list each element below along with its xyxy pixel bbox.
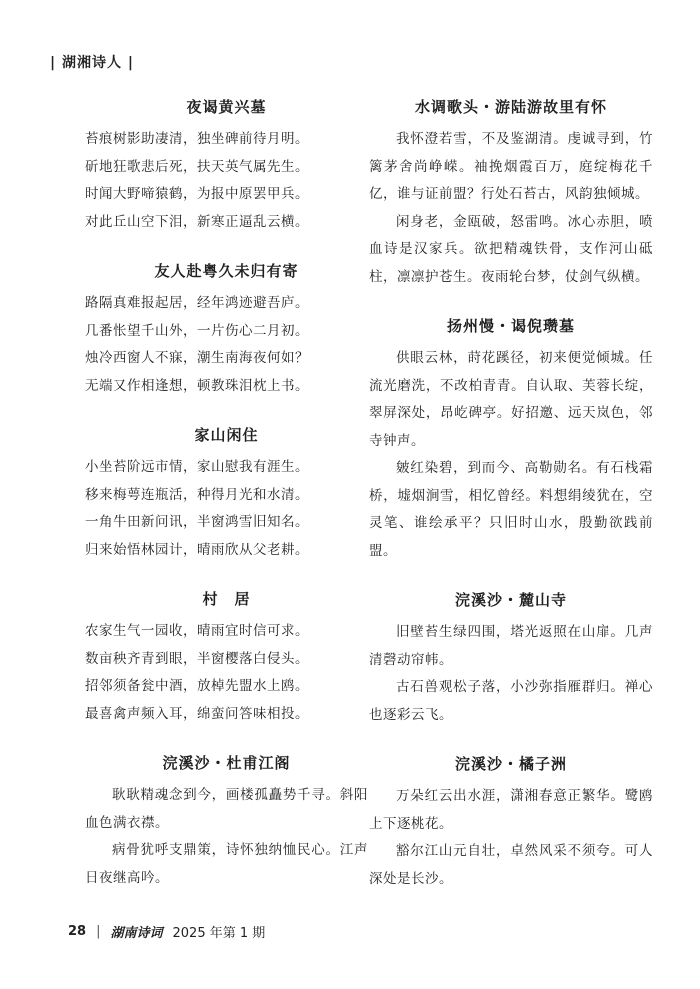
poem-line: 归来始悟林园计，晴雨欣从父老耕。 <box>85 541 309 558</box>
poem-line: 路隔真难报起居，经年鸿迹避吾庐。 <box>85 295 309 311</box>
poem <box>369 587 653 729</box>
poem-title: 村 居 <box>202 590 251 608</box>
poem-line: 一角牛田新问讯，半窗鸿雪旧知名。 <box>85 514 309 530</box>
page-footer <box>68 922 265 941</box>
poem-line: 数亩秧齐青到眼，半窗樱落白侵头。 <box>85 650 309 667</box>
poem-paragraph: 古石兽观松子落，小沙弥指雁群归。禅心也逐彩云飞。 <box>369 679 653 723</box>
poem-title: 扬州慢・谒倪瓒墓 <box>446 317 575 335</box>
poem-title: 夜谒黄兴墓 <box>186 98 267 116</box>
poem-paragraph: 皴红染碧，到而今、高勒勋名。有石栈霜桥，墟烟涧雪，相忆曾经。料想绢绫犹在，空灵笔、谁绘承平？只旧时山水，殷勤欲践前盟。 <box>369 460 653 559</box>
poem <box>85 586 368 728</box>
issue-label: 2025 年第 1 期 <box>172 926 266 941</box>
left-column <box>85 94 368 914</box>
poem-line: 小坐苔阶远市情，家山慰我有涯生。 <box>85 459 309 475</box>
poem <box>85 258 368 400</box>
poem <box>369 751 653 893</box>
poem-line: 几番怅望千山外，一片伤心二月初。 <box>85 322 309 339</box>
poem-title: 浣溪沙・橘子洲 <box>454 755 567 773</box>
poem-line: 招邻须备瓮中酒，放棹先盟水上鸥。 <box>85 678 309 694</box>
poem-title: 浣溪沙・杜甫江阁 <box>162 754 291 772</box>
right-column <box>369 94 653 915</box>
poem-paragraph: 万朵红云出水涯，潇湘春意正繁华。鹭鸥上下逐桃花。 <box>369 788 653 832</box>
poem-line: 最喜禽声频入耳，绵蛮问答味相投。 <box>85 705 309 722</box>
poem-title: 友人赴粤久未归有寄 <box>154 262 299 280</box>
poem-paragraph: 旧壁苔生绿四围，塔光返照在山扉。几声清磬动帘帏。 <box>369 624 653 668</box>
poem-line: 对此丘山空下泪，新寒正逼乱云横。 <box>85 213 309 230</box>
poem-paragraph: 豁尔江山元自壮，卓然风采不须夸。可人深处是长沙。 <box>369 843 653 887</box>
poem-paragraph: 闲身老，金瓯破，怒雷鸣。冰心赤胆，喷血诗是汉家兵。欲把精魂铁骨，支作河山砥柱，凛凛护苍生。夜雨轮台梦，仗剑气纵横。 <box>369 213 653 285</box>
magazine-logo: 湖南诗词 <box>110 926 163 941</box>
poem-title: 水调歌头・游陆游故里有怀 <box>414 98 607 116</box>
section-header: | 湖湘诗人 | <box>50 55 134 71</box>
poem <box>85 94 368 236</box>
page-number: 28 <box>68 924 87 939</box>
poem <box>85 422 368 564</box>
poem-line: 无端又作相逢想，顿教珠泪枕上书。 <box>85 377 309 394</box>
footer-separator: | <box>96 924 101 939</box>
poem <box>85 750 368 892</box>
poem-paragraph: 供眼云林，莳花蹊径，初来便觉倾城。任流光磨洗，不改柏青青。自认取、芙蓉长绽，翠屏深处，昂屹碑亭。好招邀、远天岚色，邻寺钟声。 <box>369 350 653 449</box>
poem-line: 农家生气一园收，晴雨宜时信可求。 <box>85 623 309 639</box>
poem <box>369 94 653 291</box>
poem-line: 烛冷西窗人不寐，潮生南海夜何如？ <box>85 350 309 366</box>
poem-paragraph: 耿耿精魂念到今，画楼孤矗势千寻。斜阳血色满衣襟。 <box>85 787 368 831</box>
poem-title: 家山闲住 <box>194 426 259 444</box>
poem-line: 时闻大野啼猿鹤，为报中原罢甲兵。 <box>85 186 309 202</box>
poem-paragraph: 病骨犹呼支鼎策，诗怀独纳恤民心。江声日夜继高吟。 <box>85 842 368 886</box>
poem-line: 移来梅萼连瓶活，种得月光和水清。 <box>85 486 309 503</box>
poem <box>369 313 653 565</box>
poem-title: 浣溪沙・麓山寺 <box>454 591 567 609</box>
poem-paragraph: 我怀澄若雪，不及鉴湖清。虔诚寻到，竹篱茅舍尚峥嵘。袖挽烟霞百万，庭绽梅花千亿，谁与证前盟？行处石苔古，风韵独倾城。 <box>369 131 653 202</box>
poem-line: 苔痕树影助凄清，独坐碑前待月明。 <box>85 131 309 147</box>
poem-line: 斫地狂歌悲后死，扶天英气属先生。 <box>85 158 309 175</box>
